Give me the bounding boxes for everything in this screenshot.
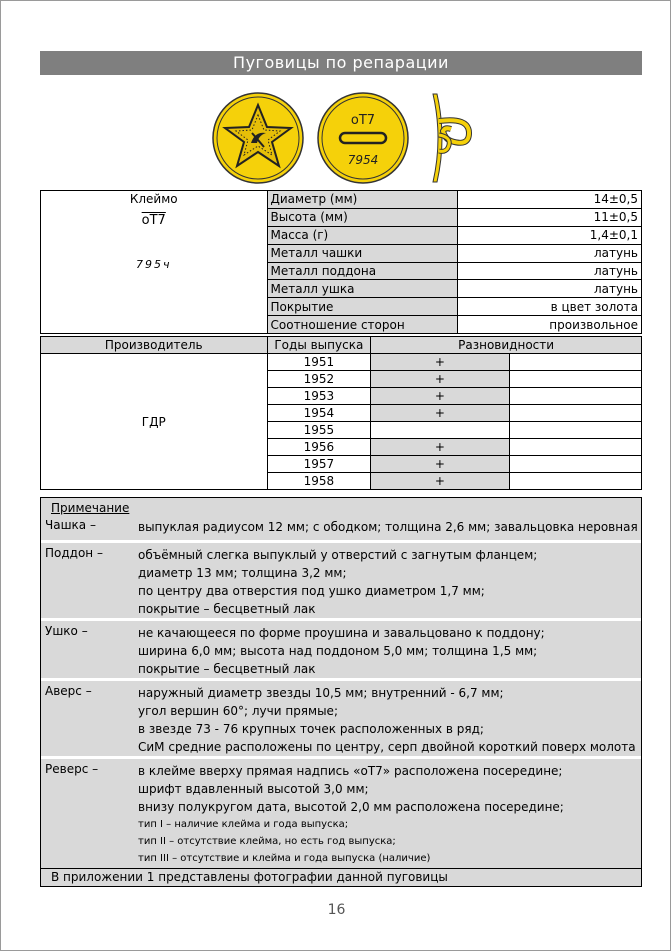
note-line: шрифт вдавленный высотой 3,0 мм; — [138, 782, 369, 796]
year-cell: 1951 — [267, 354, 371, 371]
note-line: не качающееся по форме проушина и завальцовано к поддону; — [138, 626, 545, 640]
spec-value: латунь — [457, 244, 641, 262]
note-line: диаметр 13 мм; толщина 3,2 мм; — [138, 566, 347, 580]
spec-name: Металл ушка — [267, 280, 457, 298]
variety-empty — [509, 422, 641, 439]
note-label: Аверс – — [45, 684, 92, 698]
spec-table — [40, 190, 642, 334]
note-line: выпуклая радиусом 12 мм; с ободком; толщина 2,6 мм; завальцовка неровная — [138, 520, 638, 534]
note-type-line: тип II – отсутствие клейма, но есть год выпуска; — [138, 836, 396, 847]
footer-note — [40, 868, 642, 887]
note-line: в звезде 73 - 76 крупных точек расположенных в ряд; — [138, 722, 484, 736]
button-revers-top-text: оТ7 — [350, 113, 376, 128]
variety-mark: + — [371, 456, 509, 473]
spec-name: Высота (мм) — [267, 208, 457, 226]
note-divider — [41, 678, 641, 681]
variety-empty — [509, 371, 641, 388]
manufacturer-cell: ГДР — [41, 354, 268, 490]
variety-mark: + — [371, 439, 509, 456]
years-table — [40, 336, 642, 490]
stamp-date-text: 795ч — [136, 258, 172, 271]
note-line: в клейме вверху прямая надпись «оТ7» расположена посередине; — [138, 764, 563, 778]
variety-empty — [509, 456, 641, 473]
note-label: Ушко – — [45, 624, 88, 638]
note-label: Реверс – — [45, 762, 99, 776]
note-line: угол вершин 60°; лучи прямые; — [138, 704, 338, 718]
spec-name: Металл поддона — [267, 262, 457, 280]
note-line: наружный диаметр звезды 10,5 мм; внутренний - 6,7 мм; — [138, 686, 504, 700]
spec-value: 1,4±0,1 — [457, 226, 641, 244]
button-revers-date: 7954 — [347, 153, 379, 167]
spec-value: произвольное — [457, 316, 641, 334]
year-cell: 1952 — [267, 371, 371, 388]
button-revers-image — [318, 93, 408, 183]
stamp-cell — [41, 191, 268, 334]
note-line: покрытие – бесцветный лак — [138, 662, 316, 676]
spec-name: Масса (г) — [267, 226, 457, 244]
note-text — [138, 546, 537, 618]
note-divider — [41, 756, 641, 759]
header-varieties: Разновидности — [371, 337, 642, 354]
note-line: объёмный слегка выпуклый у отверстий с загнутым фланцем; — [138, 548, 538, 562]
note-line: покрытие – бесцветный лак — [138, 602, 316, 616]
year-cell: 1954 — [267, 405, 371, 422]
notes-title: Примечание — [51, 501, 130, 515]
note-divider — [41, 618, 641, 621]
spec-name: Металл чашки — [267, 244, 457, 262]
variety-empty — [509, 405, 641, 422]
page-title: Пуговицы по репарации — [40, 51, 642, 75]
note-type-line: тип III – отсутствие и клейма и года выпуска (наличие) — [138, 853, 431, 864]
variety-empty — [509, 439, 641, 456]
variety-empty — [509, 388, 641, 405]
spec-value: 11±0,5 — [457, 208, 641, 226]
spec-value: латунь — [457, 280, 641, 298]
year-cell: 1958 — [267, 473, 371, 490]
year-cell: 1957 — [267, 456, 371, 473]
note-line: ширина 6,0 мм; высота над поддоном 5,0 мм; толщина 1,5 мм; — [138, 644, 538, 658]
variety-mark: + — [371, 473, 509, 490]
header-manufacturer: Производитель — [41, 337, 268, 354]
note-text — [138, 684, 636, 756]
variety-empty — [509, 354, 641, 371]
note-text — [138, 762, 564, 867]
year-cell: 1955 — [267, 422, 371, 439]
variety-mark: + — [371, 371, 509, 388]
spec-value: латунь — [457, 262, 641, 280]
page-number: 16 — [327, 902, 346, 918]
variety-mark: + — [371, 388, 509, 405]
spec-name: Соотношение сторон — [267, 316, 457, 334]
stamp-top-text: оТ7 — [141, 213, 166, 228]
year-cell: 1953 — [267, 388, 371, 405]
variety-mark: + — [371, 354, 509, 371]
footer-text: В приложении 1 представлены фотографии данной пуговицы — [51, 870, 448, 884]
note-line: внизу полукругом дата, высотой 2,0 мм расположена посередине; — [138, 800, 564, 814]
spec-value: 14±0,5 — [457, 191, 641, 209]
variety-mark — [371, 422, 509, 439]
spec-name: Покрытие — [267, 298, 457, 316]
year-cell: 1956 — [267, 439, 371, 456]
note-label: Поддон – — [45, 546, 103, 560]
notes-section — [40, 497, 642, 869]
variety-empty — [509, 473, 641, 490]
note-line: по центру два отверстия под ушко диаметром 1,7 мм; — [138, 584, 485, 598]
note-divider — [41, 540, 641, 543]
button-images — [211, 91, 481, 186]
header-years: Годы выпуска — [267, 337, 371, 354]
note-text — [138, 624, 545, 678]
note-label: Чашка – — [45, 518, 96, 532]
spec-value: в цвет золота — [457, 298, 641, 316]
button-avers-image — [213, 93, 303, 183]
note-type-line: тип I – наличие клейма и года выпуска; — [138, 819, 349, 830]
stamp-label: Клеймо — [129, 192, 178, 206]
variety-mark: + — [371, 405, 509, 422]
button-side-image — [433, 94, 469, 182]
note-line: СиМ средние расположены по центру, серп двойной короткий поверх молота — [138, 740, 636, 754]
spec-name: Диаметр (мм) — [267, 191, 457, 209]
